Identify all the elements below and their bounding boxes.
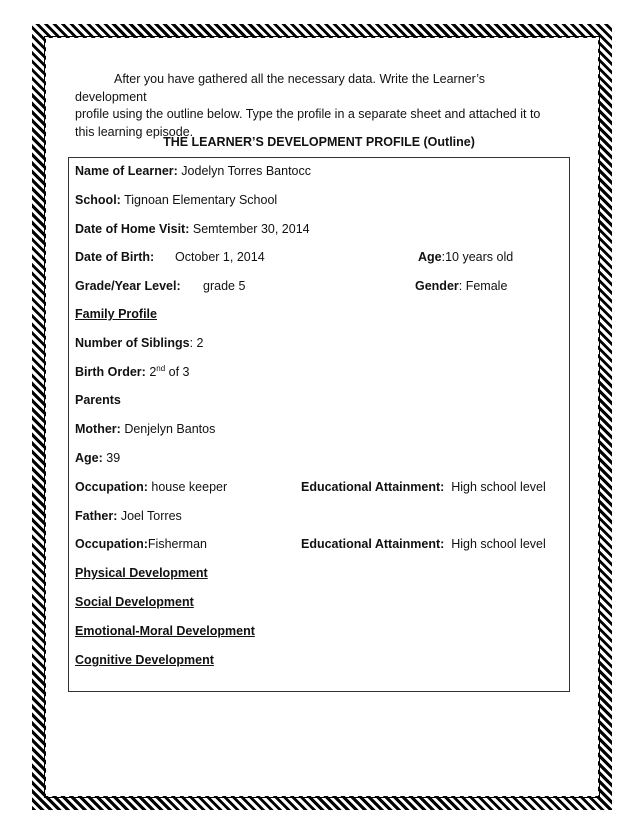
occupation-value: house keeper <box>151 480 228 494</box>
mother-label: Mother: <box>75 422 121 436</box>
siblings-value: : 2 <box>189 336 204 350</box>
occupation-label: Occupation: <box>75 537 148 551</box>
mother-education-row <box>301 480 546 494</box>
age-value: :10 years old <box>441 250 514 264</box>
occupation-value: Fisherman <box>147 537 207 551</box>
grade-row <box>75 279 181 293</box>
age-row <box>418 250 513 264</box>
parents-heading: Parents <box>75 393 121 407</box>
education-value: High school level <box>451 537 546 551</box>
birth-order-label: Birth Order: <box>75 365 146 379</box>
birth-value: October 1, 2014 <box>175 250 265 264</box>
visit-value: Semtember 30, 2014 <box>192 222 310 236</box>
emotional-moral-development-heading: Emotional-Moral Development <box>75 624 255 638</box>
intro-line-3: this learning episode. <box>75 124 194 139</box>
mother-occupation-row <box>75 480 227 494</box>
school-row <box>75 193 277 207</box>
mother-age-value: 39 <box>106 451 121 465</box>
name-label: Name of Learner: <box>75 164 178 178</box>
intro-line-2: profile using the outline below. Type the profile in a separate sheet and attached it to <box>75 107 541 121</box>
gender-value: : Female <box>458 279 508 293</box>
education-value: High school level <box>451 480 546 494</box>
occupation-label: Occupation: <box>75 480 148 494</box>
physical-development-heading: Physical Development <box>75 566 208 580</box>
intro-paragraph <box>75 71 560 141</box>
school-value: Tignoan Elementary School <box>124 193 278 207</box>
birth-order-row <box>75 365 190 379</box>
siblings-label: Number of Siblings <box>75 336 190 350</box>
father-value: Joel Torres <box>120 509 182 523</box>
father-label: Father: <box>75 509 118 523</box>
mother-age-row <box>75 451 120 465</box>
father-row <box>75 509 182 523</box>
siblings-row <box>75 336 204 350</box>
father-education-row <box>301 537 546 551</box>
name-value: Jodelyn Torres Bantocc <box>181 164 311 178</box>
gender-row <box>415 279 507 293</box>
mother-row <box>75 422 215 436</box>
page-title: THE LEARNER’S DEVELOPMENT PROFILE (Outline) <box>163 135 475 149</box>
education-label: Educational Attainment: <box>301 480 445 494</box>
birth-label: Date of Birth: <box>75 250 155 264</box>
gender-label: Gender <box>415 279 459 293</box>
cognitive-development-heading: Cognitive Development <box>75 653 214 667</box>
mother-age-label: Age: <box>75 451 103 465</box>
grade-label: Grade/Year Level: <box>75 279 181 293</box>
grade-value: grade 5 <box>203 279 246 293</box>
father-occupation-row <box>75 537 207 551</box>
social-development-heading: Social Development <box>75 595 194 609</box>
age-label: Age <box>418 250 442 264</box>
name-row <box>75 164 311 178</box>
education-label: Educational Attainment: <box>301 537 445 551</box>
school-label: School: <box>75 193 121 207</box>
family-profile-heading: Family Profile <box>75 307 157 321</box>
birth-order-value: 2nd of 3 <box>149 363 190 379</box>
birth-row <box>75 250 154 264</box>
visit-label: Date of Home Visit: <box>75 222 190 236</box>
intro-line-1: After you have gathered all the necessary data. Write the Learner’s development <box>75 72 486 104</box>
visit-row <box>75 222 310 236</box>
mother-value: Denjelyn Bantos <box>124 422 216 436</box>
